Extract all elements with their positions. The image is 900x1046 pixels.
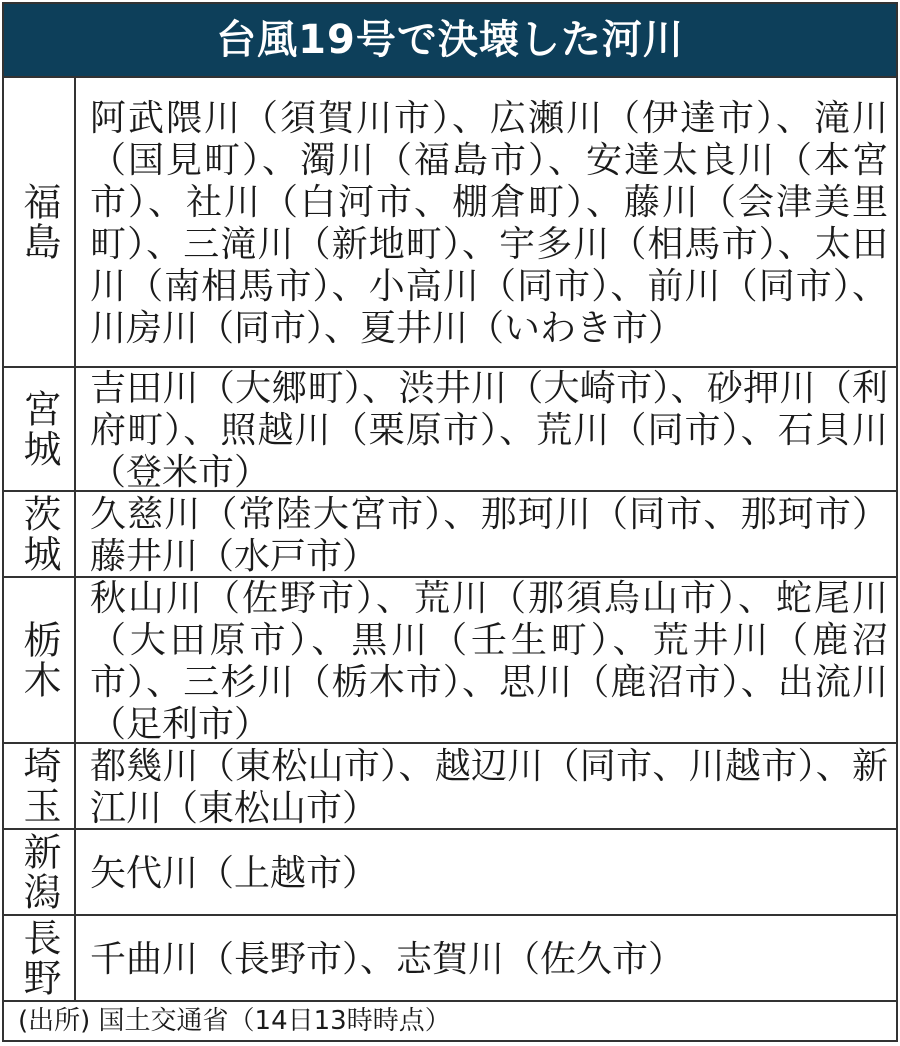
table-title: 台風19号で決壊した河川 <box>4 4 896 76</box>
prefecture-label: 新潟 <box>17 832 61 912</box>
table-row-saitama <box>4 742 896 828</box>
table-row-ibaraki <box>4 490 896 576</box>
rivers-cell <box>76 744 896 828</box>
prefecture-label: 栃木 <box>17 620 61 700</box>
prefecture-label: 宮城 <box>17 389 61 469</box>
rivers-text: 都幾川（東松山市）、越辺川（同市、川越市）、新江川（東松山市） <box>90 746 888 829</box>
prefecture-cell <box>4 368 76 490</box>
rivers-text: 矢代川（上越市） <box>90 853 379 894</box>
rivers-cell <box>76 368 896 493</box>
prefecture-cell <box>4 492 76 576</box>
table-row-niigata <box>4 828 896 914</box>
rivers-text: 千曲川（長野市）、志賀川（佐久市） <box>90 939 685 980</box>
rivers-text: 吉田川（大郷町）、渋井川（大崎市）、砂押川（利府町）、照越川（栗原市）、荒川（同市）、石貝川（登米市） <box>90 368 888 493</box>
rivers-cell <box>76 78 896 366</box>
prefecture-cell <box>4 744 76 828</box>
prefecture-label: 埼玉 <box>17 746 61 826</box>
rivers-text: 久慈川（常陸大宮市）、那珂川（同市、那珂市）藤井川（水戸市） <box>90 494 888 577</box>
table-row-tochigi <box>4 576 896 745</box>
prefecture-label: 長野 <box>17 918 61 998</box>
river-breach-table <box>2 2 898 1042</box>
rivers-text: 秋山川（佐野市）、荒川（那須烏山市）、蛇尾川（大田原市）、黒川（壬生町）、荒井川（鹿沼市）、三杉川（栃木市）、思川（鹿沼市）、出流川（足利市） <box>90 578 888 745</box>
table-row-miyagi <box>4 366 896 493</box>
prefecture-cell <box>4 578 76 742</box>
prefecture-cell <box>4 830 76 914</box>
rivers-text: 阿武隈川（須賀川市）、広瀬川（伊達市）、滝川（国見町）、濁川（福島市）、安達太良川（本宮市）、社川（白河市、棚倉町）、藤川（会津美里町）、三滝川（新地町）、宇多川（相馬市）、太田川（南相馬市）、小高川（同市）、前川（同市）、川房川（同市）、夏井川（いわき市） <box>90 98 888 349</box>
table-row-nagano <box>4 914 896 1000</box>
prefecture-cell <box>4 78 76 366</box>
table-row-fukushima <box>4 76 896 366</box>
prefecture-label: 茨城 <box>17 494 61 574</box>
prefecture-label: 福島 <box>17 182 61 262</box>
rivers-cell <box>76 492 896 576</box>
prefecture-cell <box>4 916 76 1000</box>
rivers-cell <box>76 578 896 745</box>
rivers-cell <box>76 830 896 914</box>
rivers-cell <box>76 916 896 1000</box>
source-note: (出所) 国土交通省（14日13時時点） <box>4 1000 896 1040</box>
